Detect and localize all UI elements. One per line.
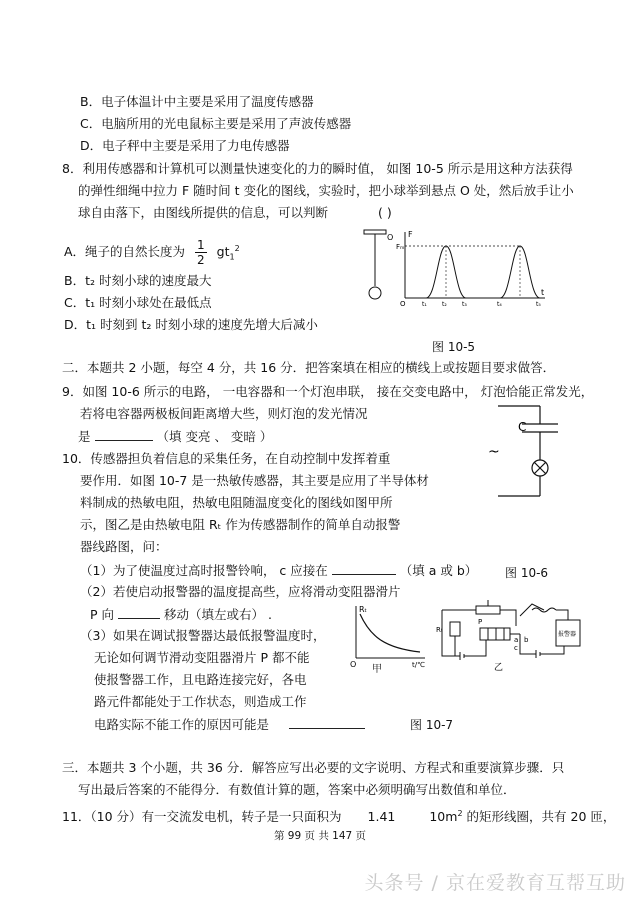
- q9-line3-pre: 是: [78, 429, 91, 444]
- figure-10-6: [488, 400, 588, 502]
- q11-area-ten: 10: [429, 809, 446, 825]
- q10-part3-line5: [94, 716, 365, 733]
- contact-a-label: a: [514, 636, 519, 644]
- q8a-sub: 1: [229, 252, 235, 262]
- q9-answer-blank[interactable]: [95, 428, 153, 441]
- q10-line5: 器线路图，问：: [80, 539, 168, 554]
- q11-area-m: m: [445, 809, 458, 825]
- capacitor-label: C: [518, 420, 527, 434]
- q8a-sup: 2: [234, 243, 240, 253]
- f-axis-label: F: [408, 230, 413, 239]
- circuit-yi-label: 乙: [494, 663, 504, 673]
- q10-part2-blank[interactable]: [118, 606, 160, 619]
- q8a-fraction: [195, 238, 207, 267]
- q10-part2b: [90, 606, 272, 623]
- t1-label: t₁: [422, 301, 427, 308]
- slider-p-label: P: [478, 618, 483, 626]
- option-c: C．电脑所用的光电鼠标主要是采用了声波传感器: [80, 116, 352, 131]
- temp-axis-label: t/℃: [412, 661, 425, 669]
- q9-line3: [78, 428, 272, 445]
- q10-part2b-pre: P 向: [90, 607, 115, 622]
- q10-part3-line2: 无论如何调节滑动变阻器滑片 P 都不能: [94, 650, 310, 665]
- q10-part2: （2）若使启动报警器的温度提高些，应将滑动变阻器滑片: [80, 584, 401, 599]
- watermark: 头条号 / 京在爱教育互帮互助: [364, 872, 626, 894]
- q8a-gt: gt: [216, 244, 230, 259]
- ac-source-symbol: ~: [488, 444, 500, 460]
- q10-part1-blank[interactable]: [332, 562, 396, 575]
- t3-label: t₃: [462, 301, 467, 308]
- q11-line: [62, 806, 615, 825]
- q9-line2: 若将电容器两极板间距离增大些，则灯泡的发光情况: [80, 406, 368, 421]
- fm-label: Fₘ: [396, 243, 405, 251]
- q10-part2b-post: 移动（填左或右） .: [164, 607, 272, 622]
- q10-part3-line5-text: 电路实际不能工作的原因可能是: [94, 717, 270, 732]
- rt-axis-label: Rₜ: [359, 605, 367, 614]
- pendulum-diagram: [364, 230, 393, 299]
- q8-line3: [78, 205, 392, 221]
- section-3-line2: 写出最后答案的不能得分．有数值计算的题，答案中必须明确写出数值和单位．: [78, 782, 516, 797]
- graph-origin-label: O: [350, 660, 357, 669]
- q10-part3-line3: 使报警器工作，且电路连接完好，各电: [94, 672, 307, 687]
- option-b: B．电子体温计中主要是采用了温度传感器: [80, 94, 314, 109]
- q10-line2: 要作用．如图 10-7 是一热敏传感器，其主要是应用了半导体材: [80, 473, 429, 488]
- q8-option-d: D．t₁ 时刻到 t₂ 时刻小球的速度先增大后减小: [64, 317, 318, 332]
- caption-10-5: 图 10-5: [432, 340, 476, 354]
- q11-post: 的矩形线圈，共有 20 匝，: [466, 809, 616, 825]
- q11-pre: 11．（10 分）有一交流发电机，转子是一只面积为: [62, 809, 342, 825]
- q10-part3-line4: 路元件都能处于工作状态，则造成工作: [94, 694, 307, 709]
- graph-jia-label: 甲: [372, 664, 382, 675]
- q8-line3-text: 球自由落下，由图线所提供的信息，可以判断: [78, 205, 329, 220]
- t4-label: t₄: [497, 301, 502, 308]
- q10-part3-blank[interactable]: [289, 716, 365, 729]
- option-d: D．电子秤中主要是采用了力电传感器: [80, 138, 290, 153]
- q11-area-value: 1.41: [367, 809, 396, 825]
- t5-label: t₅: [536, 301, 541, 308]
- q10-part1-post: （填 a 或 b）: [399, 563, 478, 578]
- caption-10-7: 图 10-7: [410, 718, 454, 732]
- section-2-header: 二．本题共 2 小题，每空 4 分，共 16 分．把答案填在相应的横线上或按题目要求做答．: [62, 360, 556, 375]
- q10-line4: 示，图乙是由热敏电阻 Rₜ 作为传感器制作的简单自动报警: [80, 517, 401, 532]
- q10-part3-line1: （3）如果在调试报警器达最低报警温度时，: [80, 628, 326, 643]
- figure-10-5: [360, 228, 550, 308]
- t2-label: t₂: [442, 301, 447, 308]
- q8-option-c: C．t₁ 时刻小球处在最低点: [64, 295, 212, 310]
- q9-line3-post: （填 变亮 、 变暗 ）: [156, 429, 273, 444]
- q8-option-a: [64, 238, 240, 268]
- force-time-graph: [396, 230, 545, 308]
- q10-line3: 料制成的热敏电阻，热敏电阻随温度变化的图线如图甲所: [80, 495, 393, 510]
- figure-10-7-graph-jia: [340, 600, 435, 670]
- q9-line1: 9．如图 10-6 所示的电路， 一电容器和一个灯泡串联， 接在交变电路中， 灯泡恰能正常发光，: [62, 384, 594, 399]
- q10-part1: [80, 562, 477, 579]
- q8a-den: 2: [197, 253, 205, 267]
- q8-option-b: B．t₂ 时刻小球的速度最大: [64, 273, 212, 288]
- page-footer: 第 99 页 共 147 页: [273, 830, 367, 842]
- contact-c-label: c: [514, 644, 518, 652]
- q8a-num: 1: [197, 238, 205, 252]
- q8-line1: 8．利用传感器和计算机可以测量快速变化的力的瞬时值， 如图 10-5 所示是用这种方法获得: [62, 161, 573, 176]
- q10-part1-pre: （1）为了使温度过高时报警铃响， c 应接在: [80, 563, 328, 578]
- section-3-line1: 三．本题共 3 个小题，共 36 分．解答应写出必要的文字说明、方程式和重要演算步骤．只: [62, 760, 565, 775]
- q8-answer-paren: ( ): [378, 205, 392, 220]
- origin-label: O: [400, 300, 406, 308]
- q10-line1: 10．传感器担负着信息的采集任务，在自动控制中发挥着重: [62, 451, 391, 466]
- pivot-label: O: [387, 233, 394, 242]
- q11-area-exp: 2: [457, 809, 463, 818]
- alarm-label: 报警器: [558, 631, 577, 638]
- q8-line2: 的弹性细绳中拉力 F 随时间 t 变化的图线，实验时，把小球举到悬点 O 处，然后放手让小: [78, 183, 574, 198]
- t-axis-label: t: [541, 288, 545, 297]
- caption-10-6: 图 10-6: [505, 566, 549, 580]
- circuit-rt-label: Rₜ: [436, 626, 443, 634]
- q8a-text: A．绳子的自然长度为: [64, 244, 186, 259]
- contact-b-label: b: [524, 636, 529, 644]
- figure-10-7-circuit-yi: [436, 596, 586, 676]
